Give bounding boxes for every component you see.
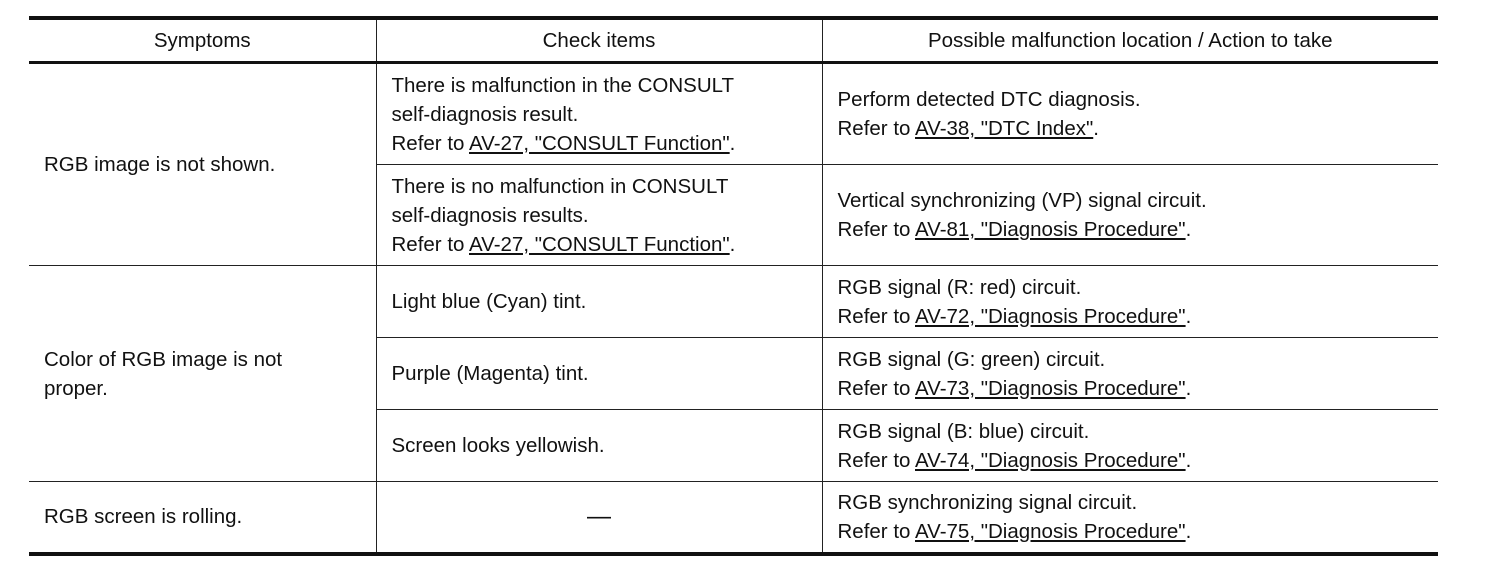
symptom-text: proper. xyxy=(44,376,108,400)
table-row xyxy=(29,482,1438,554)
check-cell xyxy=(376,338,822,410)
check-text: Screen looks yellowish. xyxy=(391,434,605,457)
action-text: Vertical synchronizing (VP) signal circuit. xyxy=(837,189,1207,212)
action-ref: Refer to AV-75, "Diagnosis Procedure". xyxy=(837,519,1192,543)
symptom-cell xyxy=(29,482,376,554)
action-text: Perform detected DTC diagnosis. xyxy=(837,88,1141,111)
table-header-row xyxy=(29,18,1438,63)
action-ref: Refer to AV-72, "Diagnosis Procedure". xyxy=(837,304,1192,328)
diagnosis-procedure-link[interactable]: AV-72, "Diagnosis Procedure" xyxy=(915,304,1186,328)
empty-dash: — xyxy=(587,503,611,531)
symptom-text: RGB screen is rolling. xyxy=(44,505,243,529)
check-cell xyxy=(376,410,822,482)
action-text: RGB synchronizing signal circuit. xyxy=(837,490,1138,514)
dtc-index-link[interactable]: AV-38, "DTC Index" xyxy=(915,117,1094,140)
check-cell xyxy=(376,63,822,165)
action-cell xyxy=(822,266,1438,338)
action-cell xyxy=(822,165,1438,266)
action-ref: Refer to AV-73, "Diagnosis Procedure". xyxy=(837,376,1192,400)
consult-function-link[interactable]: AV-27, "CONSULT Function" xyxy=(469,131,730,155)
header-symptoms: Symptoms xyxy=(29,18,376,63)
table-row xyxy=(29,266,1438,338)
action-cell xyxy=(822,410,1438,482)
header-check-items: Check items xyxy=(376,18,822,63)
consult-function-link[interactable]: AV-27, "CONSULT Function" xyxy=(469,232,730,256)
action-ref: Refer to AV-38, "DTC Index". xyxy=(837,117,1099,140)
check-cell xyxy=(376,165,822,266)
symptom-text: RGB image is not shown. xyxy=(44,153,276,176)
check-text: Purple (Magenta) tint. xyxy=(391,362,589,385)
check-cell xyxy=(376,266,822,338)
check-cell xyxy=(376,482,822,554)
check-text: There is malfunction in the CONSULT xyxy=(391,73,735,97)
diagnosis-procedure-link[interactable]: AV-74, "Diagnosis Procedure" xyxy=(915,448,1186,472)
check-ref: Refer to AV-27, "CONSULT Function". xyxy=(391,131,736,155)
check-text: self-diagnosis result. xyxy=(391,102,579,126)
action-cell xyxy=(822,338,1438,410)
check-text: self-diagnosis results. xyxy=(391,203,589,227)
action-text: RGB signal (B: blue) circuit. xyxy=(837,419,1090,443)
action-ref: Refer to AV-81, "Diagnosis Procedure". xyxy=(837,218,1192,241)
action-text: RGB signal (G: green) circuit. xyxy=(837,347,1106,371)
check-ref: Refer to AV-27, "CONSULT Function". xyxy=(391,232,736,256)
diagnosis-procedure-link[interactable]: AV-81, "Diagnosis Procedure" xyxy=(915,218,1186,241)
diagnosis-procedure-link[interactable]: AV-73, "Diagnosis Procedure" xyxy=(915,376,1186,400)
symptom-text: Color of RGB image is not xyxy=(44,347,283,371)
header-action: Possible malfunction location / Action to take xyxy=(822,18,1438,63)
diagnosis-table xyxy=(29,16,1438,556)
symptom-cell xyxy=(29,266,376,482)
action-cell xyxy=(822,63,1438,165)
action-ref: Refer to AV-74, "Diagnosis Procedure". xyxy=(837,448,1192,472)
table-row xyxy=(29,63,1438,165)
check-text: Light blue (Cyan) tint. xyxy=(391,290,587,313)
check-text: There is no malfunction in CONSULT xyxy=(391,174,729,198)
action-text: RGB signal (R: red) circuit. xyxy=(837,275,1082,299)
diagnosis-procedure-link[interactable]: AV-75, "Diagnosis Procedure" xyxy=(915,519,1186,543)
action-cell xyxy=(822,482,1438,554)
symptom-cell xyxy=(29,63,376,266)
